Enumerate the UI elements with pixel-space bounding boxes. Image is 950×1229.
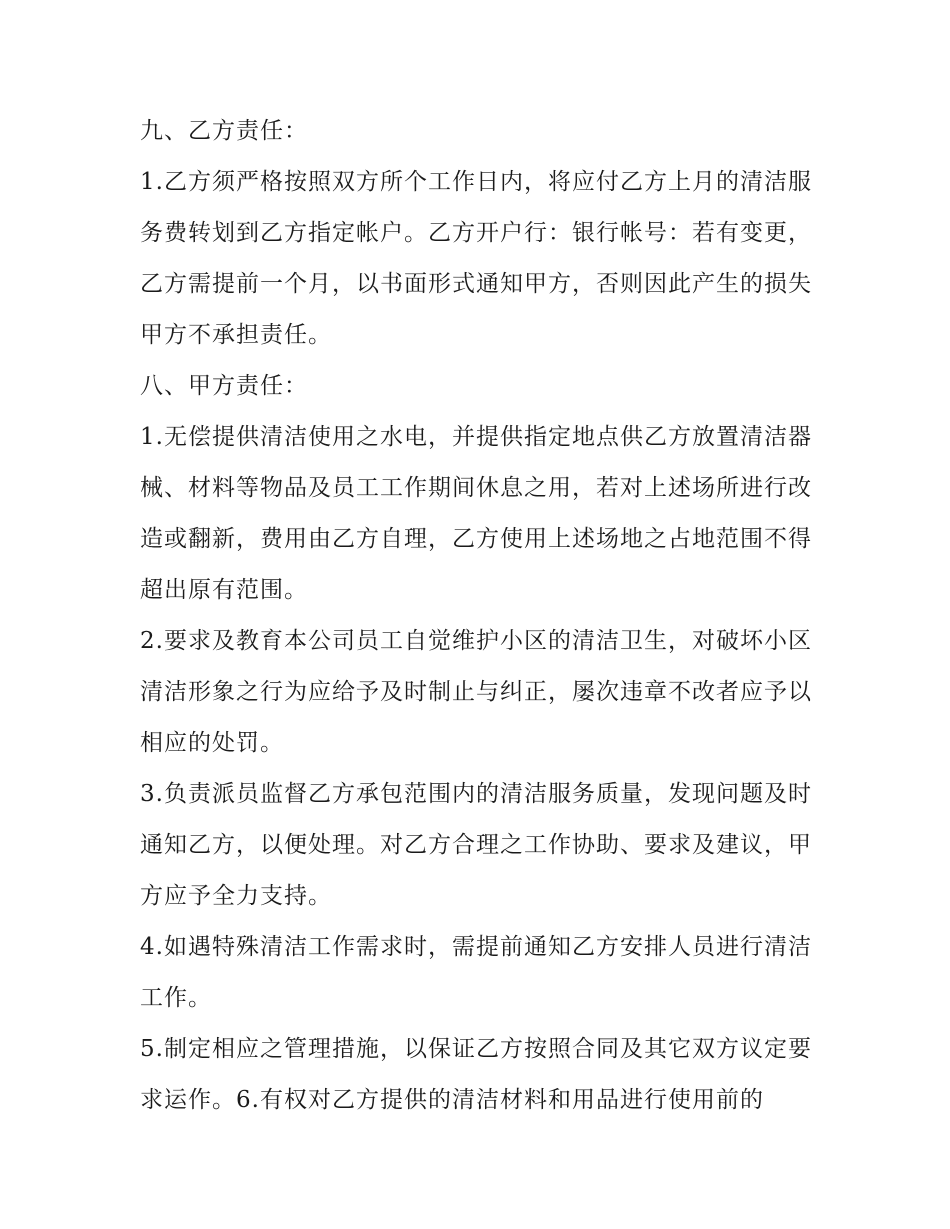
clause-party-a-5: 5.制定相应之管理措施，以保证乙方按照合同及其它双方议定要求运作。6.有权对乙方提供的清洁材料和用品进行使用前的 (140, 1036, 812, 1113)
clause-party-a-3: 3.负责派员监督乙方承包范围内的清洁服务质量，发现问题及时通知乙方，以便处理。对乙方合理之工作协助、要求及建议，甲方应予全力支持。 (140, 781, 812, 909)
section-heading-party-b: 九、乙方责任： (140, 118, 308, 144)
clause-party-a-2: 2.要求及教育本公司员工自觉维护小区的清洁卫生，对破坏小区清洁形象之行为应给予及时制止与纠正，屡次违章不改者应予以相应的处罚。 (140, 628, 812, 756)
document-body (140, 106, 820, 1126)
clause-party-a-1: 1.无偿提供清洁使用之水电，并提供指定地点供乙方放置清洁器械、材料等物品及员工工作期间休息之用，若对上述场所进行改造或翻新，费用由乙方自理，乙方使用上述场地之占地范围不得超出原有范围。 (140, 424, 812, 603)
clause-party-b-1: 1.乙方须严格按照双方所个工作日内，将应付乙方上月的清洁服务费转划到乙方指定帐户。乙方开户行：银行帐号：若有变更，乙方需提前一个月，以书面形式通知甲方，否则因此产生的损失甲方不承担责任。 (140, 169, 812, 348)
section-heading-party-a: 八、甲方责任： (140, 373, 308, 399)
clause-party-a-4: 4.如遇特殊清洁工作需求时，需提前通知乙方安排人员进行清洁工作。 (140, 934, 812, 1011)
